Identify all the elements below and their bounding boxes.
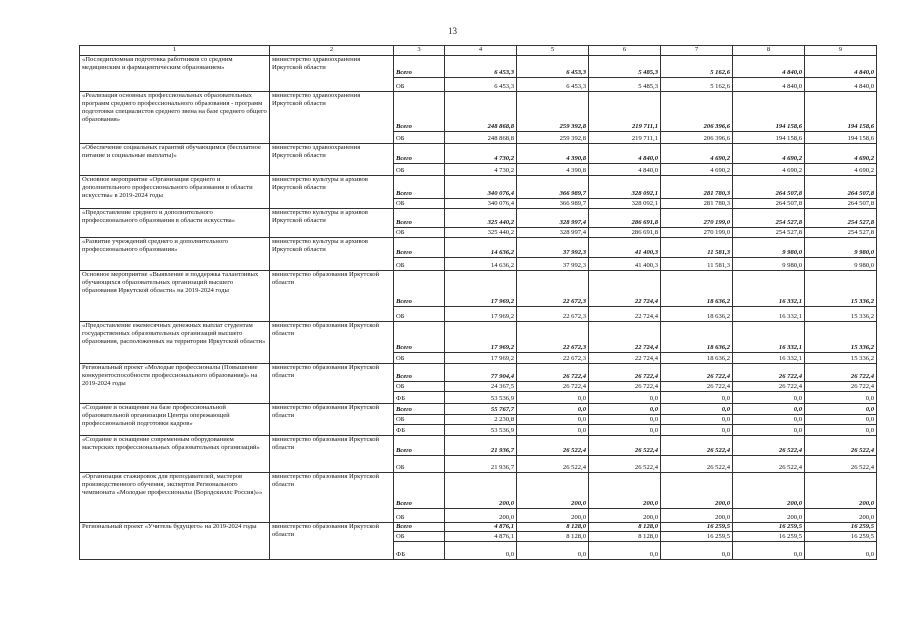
activity-name: Региональный проект «Учитель будущего» на 2019-2024 годы [80,523,270,560]
amount-cell: 14 636,2 [445,238,517,258]
amount-cell: 200,0 [589,473,661,509]
amount-cell: 18 636,2 [661,322,733,353]
header-cell: 6 [589,46,661,56]
funding-source: ОБ [394,78,445,92]
table-row [80,436,877,456]
responsible-executor: министерство здравоохранения Иркутской области [270,92,394,144]
amount-cell: 18 636,2 [661,307,733,322]
amount-cell: 248 868,8 [445,132,517,144]
amount-cell: 200,0 [661,473,733,509]
funding-source: ОБ [394,164,445,176]
amount-cell: 0,0 [517,415,589,425]
table-body [80,56,877,560]
amount-cell: 9 980,0 [733,238,805,258]
funding-source: Всего [394,322,445,353]
amount-cell: 17 969,2 [445,271,517,307]
amount-cell: 0,0 [805,542,877,560]
funding-source: Всего [394,56,445,78]
amount-cell: 4 390,8 [517,144,589,164]
table-row [80,209,877,228]
amount-cell: 16 332,1 [733,353,805,364]
amount-cell: 340 076,4 [445,176,517,199]
funding-source: ОБ [394,228,445,238]
amount-cell: 259 392,8 [517,132,589,144]
table-row [80,92,877,132]
responsible-executor: министерство образования Иркутской области [270,364,394,404]
funding-source: ОБ [394,199,445,209]
amount-cell: 17 969,2 [445,353,517,364]
amount-cell: 0,0 [661,392,733,404]
amount-cell: 16 259,5 [805,523,877,532]
amount-cell: 194 158,6 [733,92,805,132]
funding-source: ОБ [394,415,445,425]
amount-cell: 26 522,4 [517,456,589,473]
table-row [80,238,877,258]
amount-cell: 16 259,5 [661,523,733,532]
amount-cell: 26 522,4 [661,456,733,473]
table-row [80,56,877,78]
funding-source: Всего [394,238,445,258]
amount-cell: 17 969,2 [445,322,517,353]
amount-cell: 0,0 [805,415,877,425]
amount-cell: 22 672,3 [517,271,589,307]
amount-cell: 4 690,2 [733,144,805,164]
amount-cell: 22 724,4 [589,271,661,307]
amount-cell: 340 076,4 [445,199,517,209]
amount-cell: 0,0 [589,404,661,415]
amount-cell: 328 092,1 [589,176,661,199]
funding-source: Всего [394,92,445,132]
responsible-executor: министерство образования Иркутской области [270,473,394,523]
amount-cell: 6 453,3 [517,56,589,78]
amount-cell: 254 527,8 [805,209,877,228]
amount-cell: 41 400,3 [589,258,661,271]
responsible-executor: министерство здравоохранения Иркутской области [270,56,394,92]
amount-cell: 26 722,4 [589,364,661,382]
header-cell: 2 [270,46,394,56]
amount-cell: 9 980,0 [805,238,877,258]
amount-cell: 264 507,8 [805,199,877,209]
amount-cell: 9 980,0 [805,258,877,271]
amount-cell: 286 691,8 [589,228,661,238]
amount-cell: 22 724,4 [589,307,661,322]
responsible-executor: министерство образования Иркутской области [270,523,394,560]
amount-cell: 16 259,5 [661,532,733,542]
amount-cell: 16 259,5 [733,532,805,542]
amount-cell: 5 485,3 [589,78,661,92]
amount-cell: 26 522,4 [805,456,877,473]
header-row [80,46,877,56]
amount-cell: 0,0 [661,542,733,560]
amount-cell: 0,0 [733,415,805,425]
amount-cell: 328 997,4 [517,209,589,228]
amount-cell: 219 711,1 [589,132,661,144]
amount-cell: 18 636,2 [661,353,733,364]
table-row [80,144,877,164]
amount-cell: 200,0 [445,473,517,509]
amount-cell: 4 690,2 [805,164,877,176]
amount-cell: 14 636,2 [445,258,517,271]
amount-cell: 26 722,4 [517,364,589,382]
amount-cell: 194 158,6 [805,132,877,144]
header-cell: 3 [394,46,445,56]
amount-cell: 270 199,0 [661,209,733,228]
funding-source: Всего [394,209,445,228]
amount-cell: 77 904,4 [445,364,517,382]
amount-cell: 5 485,3 [589,56,661,78]
budget-table [79,45,877,560]
funding-source: Всего [394,271,445,307]
amount-cell: 0,0 [589,392,661,404]
amount-cell: 0,0 [517,392,589,404]
amount-cell: 200,0 [589,509,661,523]
amount-cell: 26 522,4 [517,436,589,456]
amount-cell: 0,0 [589,425,661,436]
amount-cell: 22 672,3 [517,322,589,353]
header-cell: 7 [661,46,733,56]
amount-cell: 5 162,6 [661,78,733,92]
amount-cell: 53 536,9 [445,392,517,404]
responsible-executor: министерство здравоохранения Иркутской области [270,144,394,176]
amount-cell: 264 507,8 [805,176,877,199]
header-cell: 4 [445,46,517,56]
amount-cell: 15 336,2 [805,353,877,364]
amount-cell: 328 997,4 [517,228,589,238]
header-cell: 1 [80,46,270,56]
amount-cell: 6 453,3 [517,78,589,92]
funding-source: ОБ [394,353,445,364]
amount-cell: 0,0 [661,404,733,415]
amount-cell: 200,0 [445,509,517,523]
responsible-executor: министерство образования Иркутской области [270,404,394,436]
amount-cell: 26 722,4 [733,364,805,382]
responsible-executor: министерство культуры и архивов Иркутской области [270,238,394,271]
amount-cell: 254 527,8 [733,228,805,238]
amount-cell: 6 453,3 [445,78,517,92]
activity-name: Региональный проект «Молодые профессионалы (Повышение конкурентоспособности профессионального образования)» на 2019-2024 годы [80,364,270,404]
activity-name: «Последипломная подготовка работников со средним медицинским и фармацевтическим образованием» [80,56,270,92]
amount-cell: 8 128,0 [517,523,589,532]
responsible-executor: министерство образования Иркутской области [270,322,394,364]
amount-cell: 26 522,4 [661,436,733,456]
amount-cell: 5 162,6 [661,56,733,78]
amount-cell: 0,0 [661,425,733,436]
amount-cell: 26 722,4 [805,382,877,392]
amount-cell: 26 522,4 [733,456,805,473]
amount-cell: 11 581,3 [661,258,733,271]
amount-cell: 8 128,0 [589,532,661,542]
amount-cell: 286 691,8 [589,209,661,228]
amount-cell: 4 840,0 [805,78,877,92]
amount-cell: 8 128,0 [589,523,661,532]
amount-cell: 4 840,0 [733,78,805,92]
amount-cell: 281 780,3 [661,176,733,199]
amount-cell: 16 332,1 [733,322,805,353]
funding-source: ОБ [394,456,445,473]
amount-cell: 4 690,2 [733,164,805,176]
funding-source: Всего [394,364,445,382]
amount-cell: 26 522,4 [589,436,661,456]
funding-source: ФБ [394,425,445,436]
funding-source: ОБ [394,258,445,271]
amount-cell: 4 390,8 [517,164,589,176]
amount-cell: 21 936,7 [445,456,517,473]
amount-cell: 366 989,7 [517,199,589,209]
amount-cell: 8 128,0 [517,532,589,542]
amount-cell: 0,0 [517,425,589,436]
amount-cell: 0,0 [517,404,589,415]
amount-cell: 200,0 [805,509,877,523]
amount-cell: 16 332,1 [733,271,805,307]
amount-cell: 26 722,4 [589,382,661,392]
header-cell: 5 [517,46,589,56]
amount-cell: 0,0 [661,415,733,425]
activity-name: «Развитие учреждений среднего и дополнительного профессионального образования» [80,238,270,271]
amount-cell: 16 259,5 [733,523,805,532]
funding-source: Всего [394,473,445,509]
funding-source: Всего [394,404,445,415]
amount-cell: 4 730,2 [445,164,517,176]
amount-cell: 26 522,4 [733,436,805,456]
amount-cell: 11 581,3 [661,238,733,258]
amount-cell: 200,0 [733,473,805,509]
amount-cell: 259 392,8 [517,92,589,132]
activity-name: «Создание и оснащение на базе профессиональной образовательной организации Центра опережающей профессиональной подготовки кадров» [80,404,270,436]
amount-cell: 37 992,3 [517,258,589,271]
amount-cell: 22 724,4 [589,353,661,364]
table-row [80,271,877,307]
amount-cell: 18 636,2 [661,271,733,307]
amount-cell: 4 840,0 [733,56,805,78]
amount-cell: 200,0 [661,509,733,523]
activity-name: «Создание и оснащение современным оборудованием мастерских профессиональных образовательных организаций» [80,436,270,473]
amount-cell: 206 396,6 [661,132,733,144]
amount-cell: 26 722,4 [733,382,805,392]
amount-cell: 26 722,4 [805,364,877,382]
funding-source: ОБ [394,132,445,144]
amount-cell: 0,0 [589,415,661,425]
amount-cell: 4 840,0 [805,56,877,78]
activity-name: «Обеспечение социальных гарантий обучающимся (бесплатное питание и социальные выплаты)» [80,144,270,176]
activity-name: Основное мероприятие «Выявление и поддержка талантливых обучающихся образовательных организаций высшего образования Иркутской области» на 2019-2024 годы [80,271,270,322]
amount-cell: 328 092,1 [589,199,661,209]
amount-cell: 281 780,3 [661,199,733,209]
amount-cell: 248 868,8 [445,92,517,132]
amount-cell: 0,0 [517,542,589,560]
amount-cell: 200,0 [517,473,589,509]
amount-cell: 26 722,4 [661,382,733,392]
funding-source: ОБ [394,307,445,322]
amount-cell: 264 507,8 [733,199,805,209]
funding-source: ФБ [394,392,445,404]
responsible-executor: министерство культуры и архивов Иркутской области [270,209,394,238]
amount-cell: 0,0 [733,425,805,436]
amount-cell: 4 876,1 [445,532,517,542]
funding-source: Всего [394,436,445,456]
table-row [80,176,877,199]
table-row [80,364,877,382]
amount-cell: 264 507,8 [733,176,805,199]
amount-cell: 4 876,1 [445,523,517,532]
responsible-executor: министерство культуры и архивов Иркутской области [270,176,394,209]
activity-name: «Организация стажировок для преподавателей, мастеров производственного обучения, экспертов Регионального чемпионата «Молодые профессионалы (Ворлдскиллс Россия)»» [80,473,270,523]
amount-cell: 219 711,1 [589,92,661,132]
amount-cell: 325 440,2 [445,228,517,238]
amount-cell: 0,0 [733,392,805,404]
amount-cell: 0,0 [805,425,877,436]
amount-cell: 270 199,0 [661,228,733,238]
table-row [80,322,877,353]
activity-name: Основное мероприятие «Организация среднего и дополнительного профессионального образования в области искусства» в 2019-2024 годы [80,176,270,209]
amount-cell: 4 840,0 [589,164,661,176]
header-cell: 9 [805,46,877,56]
funding-source: ОБ [394,509,445,523]
funding-source: ОБ [394,382,445,392]
amount-cell: 21 936,7 [445,436,517,456]
amount-cell: 200,0 [517,509,589,523]
amount-cell: 26 522,4 [805,436,877,456]
amount-cell: 22 672,3 [517,307,589,322]
amount-cell: 41 400,3 [589,238,661,258]
amount-cell: 26 522,4 [589,456,661,473]
amount-cell: 0,0 [805,404,877,415]
table-row [80,404,877,415]
amount-cell: 24 367,5 [445,382,517,392]
amount-cell: 15 336,2 [805,322,877,353]
funding-source: ФБ [394,542,445,560]
amount-cell: 15 336,2 [805,307,877,322]
funding-source: Всего [394,523,445,532]
amount-cell: 0,0 [733,542,805,560]
amount-cell: 4 690,2 [661,144,733,164]
amount-cell: 206 396,6 [661,92,733,132]
responsible-executor: министерство образования Иркутской области [270,271,394,322]
amount-cell: 200,0 [805,473,877,509]
amount-cell: 0,0 [733,404,805,415]
amount-cell: 53 536,9 [445,425,517,436]
amount-cell: 254 527,8 [733,209,805,228]
amount-cell: 2 230,8 [445,415,517,425]
responsible-executor: министерство образования Иркутской области [270,436,394,473]
amount-cell: 194 158,6 [805,92,877,132]
amount-cell: 4 690,2 [661,164,733,176]
amount-cell: 0,0 [589,542,661,560]
amount-cell: 22 672,3 [517,353,589,364]
amount-cell: 9 980,0 [733,258,805,271]
amount-cell: 6 453,3 [445,56,517,78]
amount-cell: 325 440,2 [445,209,517,228]
amount-cell: 4 690,2 [805,144,877,164]
activity-name: «Предоставление ежемесячных денежных выплат студентам государственных образовательных организаций высшего образования, расположенных на территории Иркутской области» [80,322,270,364]
amount-cell: 200,0 [733,509,805,523]
amount-cell: 22 724,4 [589,322,661,353]
amount-cell: 17 969,2 [445,307,517,322]
amount-cell: 26 722,4 [517,382,589,392]
amount-cell: 194 158,6 [733,132,805,144]
page-number: 13 [448,26,457,36]
amount-cell: 16 259,5 [805,532,877,542]
amount-cell: 37 992,3 [517,238,589,258]
amount-cell: 4 840,0 [589,144,661,164]
amount-cell: 0,0 [805,392,877,404]
header-cell: 8 [733,46,805,56]
amount-cell: 15 336,2 [805,271,877,307]
activity-name: «Реализация основных профессиональных образовательных программ среднего профессионального образования - программ подготовки специалистов среднего звена на базе среднего общего образования» [80,92,270,144]
funding-source: Всего [394,144,445,164]
amount-cell: 254 527,8 [805,228,877,238]
amount-cell: 55 767,7 [445,404,517,415]
activity-name: «Предоставление среднего и дополнительного профессионального образования в области искусства» [80,209,270,238]
amount-cell: 4 730,2 [445,144,517,164]
amount-cell: 0,0 [445,542,517,560]
funding-source: Всего [394,176,445,199]
funding-source: ОБ [394,532,445,542]
table-row [80,473,877,509]
table-row [80,523,877,532]
amount-cell: 26 722,4 [661,364,733,382]
amount-cell: 366 989,7 [517,176,589,199]
amount-cell: 16 332,1 [733,307,805,322]
